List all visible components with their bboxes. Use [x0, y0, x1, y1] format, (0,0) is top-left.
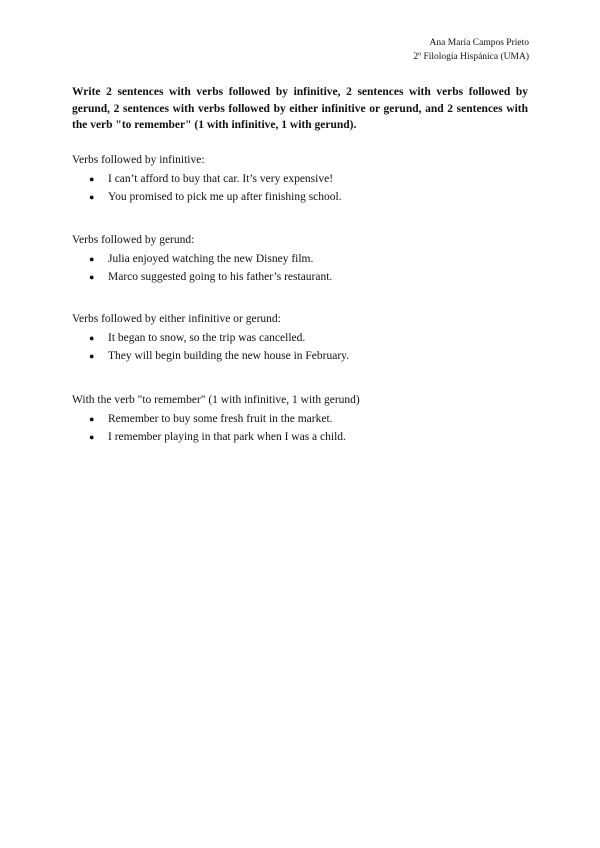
author-name: Ana María Campos Prieto	[429, 38, 529, 48]
sentence-list	[72, 250, 532, 286]
bullet-icon: ●	[89, 174, 95, 184]
author-header	[413, 36, 529, 64]
course-name: 2º Filología Hispánica (UMA)	[413, 52, 529, 62]
section-title: Verbs followed by infinitive:	[72, 154, 205, 166]
exercise-instructions: Write 2 sentences with verbs followed by infinitive, 2 sentences with verbs followed by gerund, 2 sentences with verbs followed by either infinitive or gerund, and 2 sentences with the verb "to remember" (1 with infinitive, 1 with gerund).	[72, 86, 528, 131]
section-to-remember	[72, 392, 532, 446]
bullet-icon: ●	[89, 414, 95, 424]
sentence-text: I can’t afford to buy that car. It’s very expensive!	[108, 173, 334, 185]
sentence-list	[72, 170, 532, 206]
sentence-text: Marco suggested going to his father’s restaurant.	[108, 271, 333, 283]
section-infinitive	[72, 152, 532, 206]
bullet-icon: ●	[89, 192, 95, 202]
bullet-icon: ●	[89, 333, 95, 343]
bullet-icon: ●	[89, 272, 95, 282]
sentence-text: They will begin building the new house in February.	[108, 350, 350, 362]
bullet-icon: ●	[89, 432, 95, 442]
section-title: Verbs followed by either infinitive or gerund:	[72, 313, 281, 325]
list-item	[72, 428, 532, 446]
list-item	[72, 347, 532, 365]
section-infinitive-or-gerund	[72, 311, 532, 365]
sentence-list	[72, 410, 532, 446]
list-item	[72, 268, 532, 286]
bullet-icon: ●	[89, 351, 95, 361]
sentence-text: It began to snow, so the trip was cancelled.	[108, 332, 306, 344]
sentence-text: I remember playing in that park when I was a child.	[108, 431, 346, 443]
bullet-icon: ●	[89, 254, 95, 264]
list-item	[72, 410, 532, 428]
sentence-text: You promised to pick me up after finishing school.	[108, 191, 342, 203]
section-title: Verbs followed by gerund:	[72, 234, 195, 246]
section-gerund	[72, 232, 532, 286]
list-item	[72, 250, 532, 268]
list-item	[72, 170, 532, 188]
list-item	[72, 188, 532, 206]
sentence-text: Remember to buy some fresh fruit in the market.	[108, 413, 333, 425]
sentence-list	[72, 329, 532, 365]
list-item	[72, 329, 532, 347]
section-title: With the verb "to remember" (1 with infinitive, 1 with gerund)	[72, 394, 360, 406]
sentence-text: Julia enjoyed watching the new Disney film.	[108, 253, 314, 265]
